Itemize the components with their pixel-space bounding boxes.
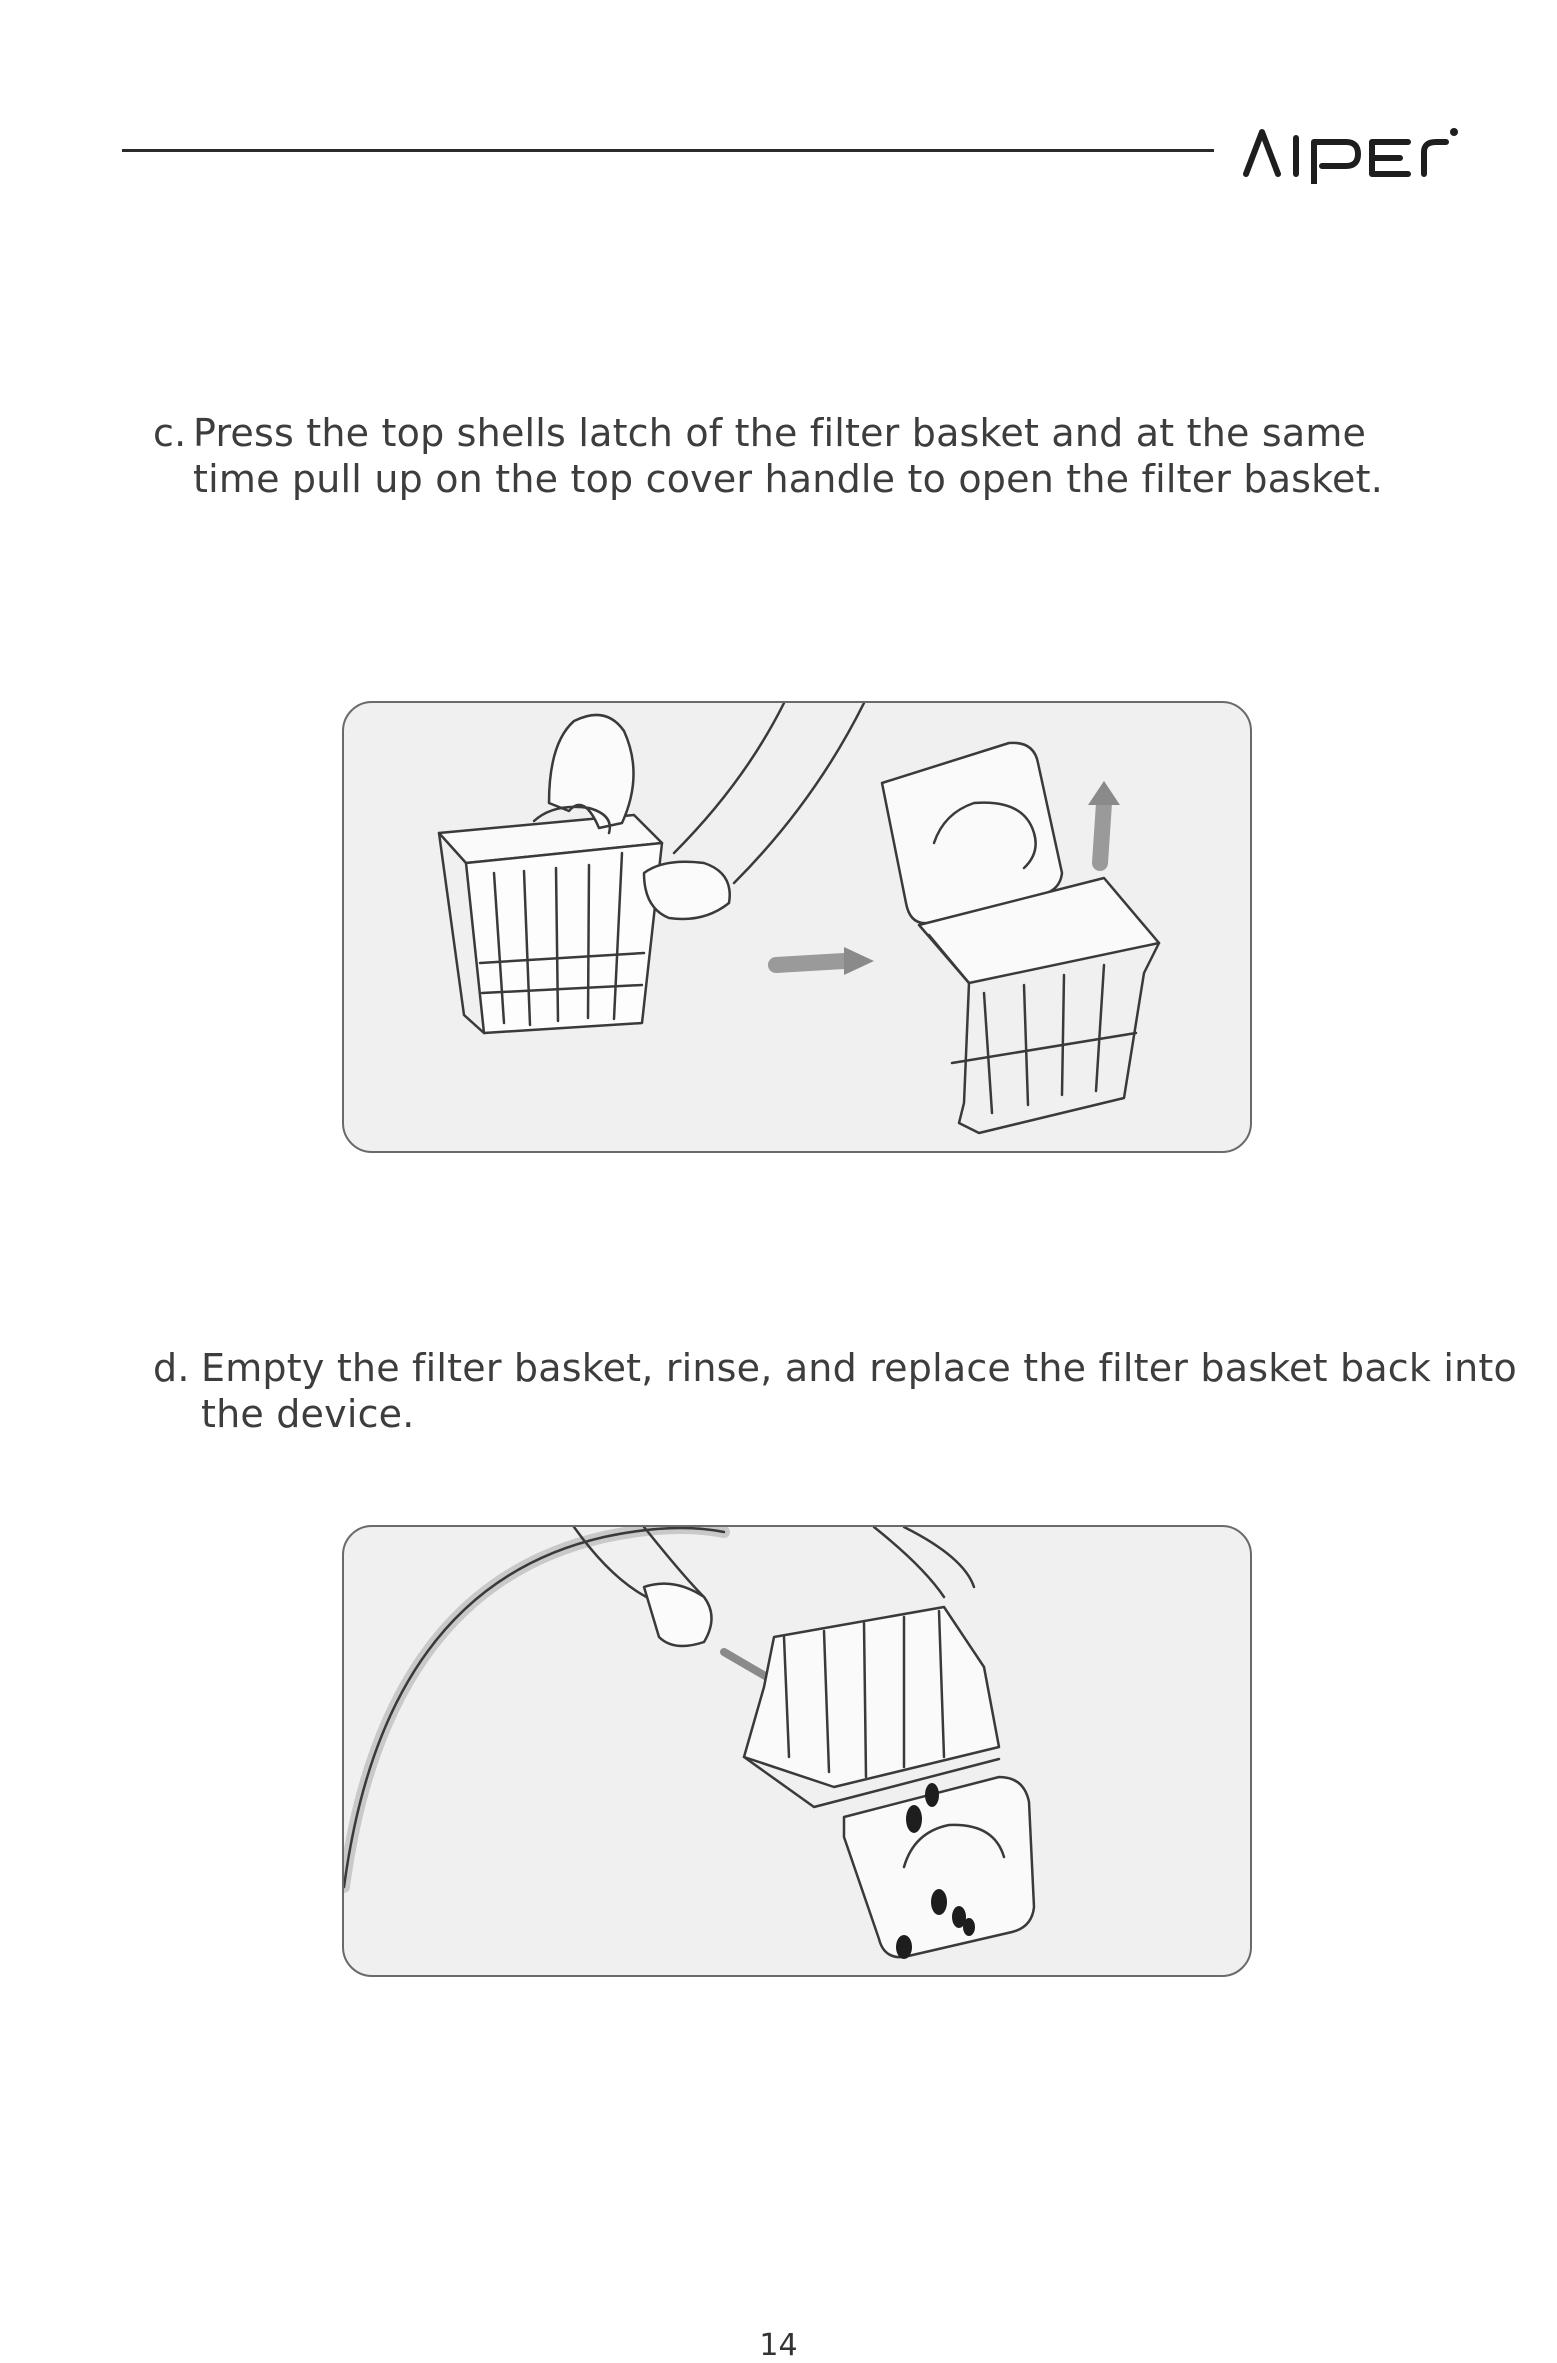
figure-open-filter-basket — [342, 701, 1252, 1153]
step-text: Press the top shells latch of the filter basket and at the same time pull up on the top cover handle to open the filter basket. — [193, 411, 1383, 501]
step-marker: c. — [153, 411, 187, 455]
step-marker: d. — [153, 1346, 190, 1390]
aiper-logo — [1240, 118, 1460, 184]
step-c — [153, 410, 1453, 502]
header-rule — [122, 149, 1214, 152]
page-number: 14 — [759, 2328, 798, 2363]
step-text: Empty the filter basket, rinse, and replace the filter basket back into the device. — [201, 1346, 1517, 1436]
step-d — [153, 1345, 1523, 1437]
figure-rinse-filter-basket — [342, 1525, 1252, 1977]
